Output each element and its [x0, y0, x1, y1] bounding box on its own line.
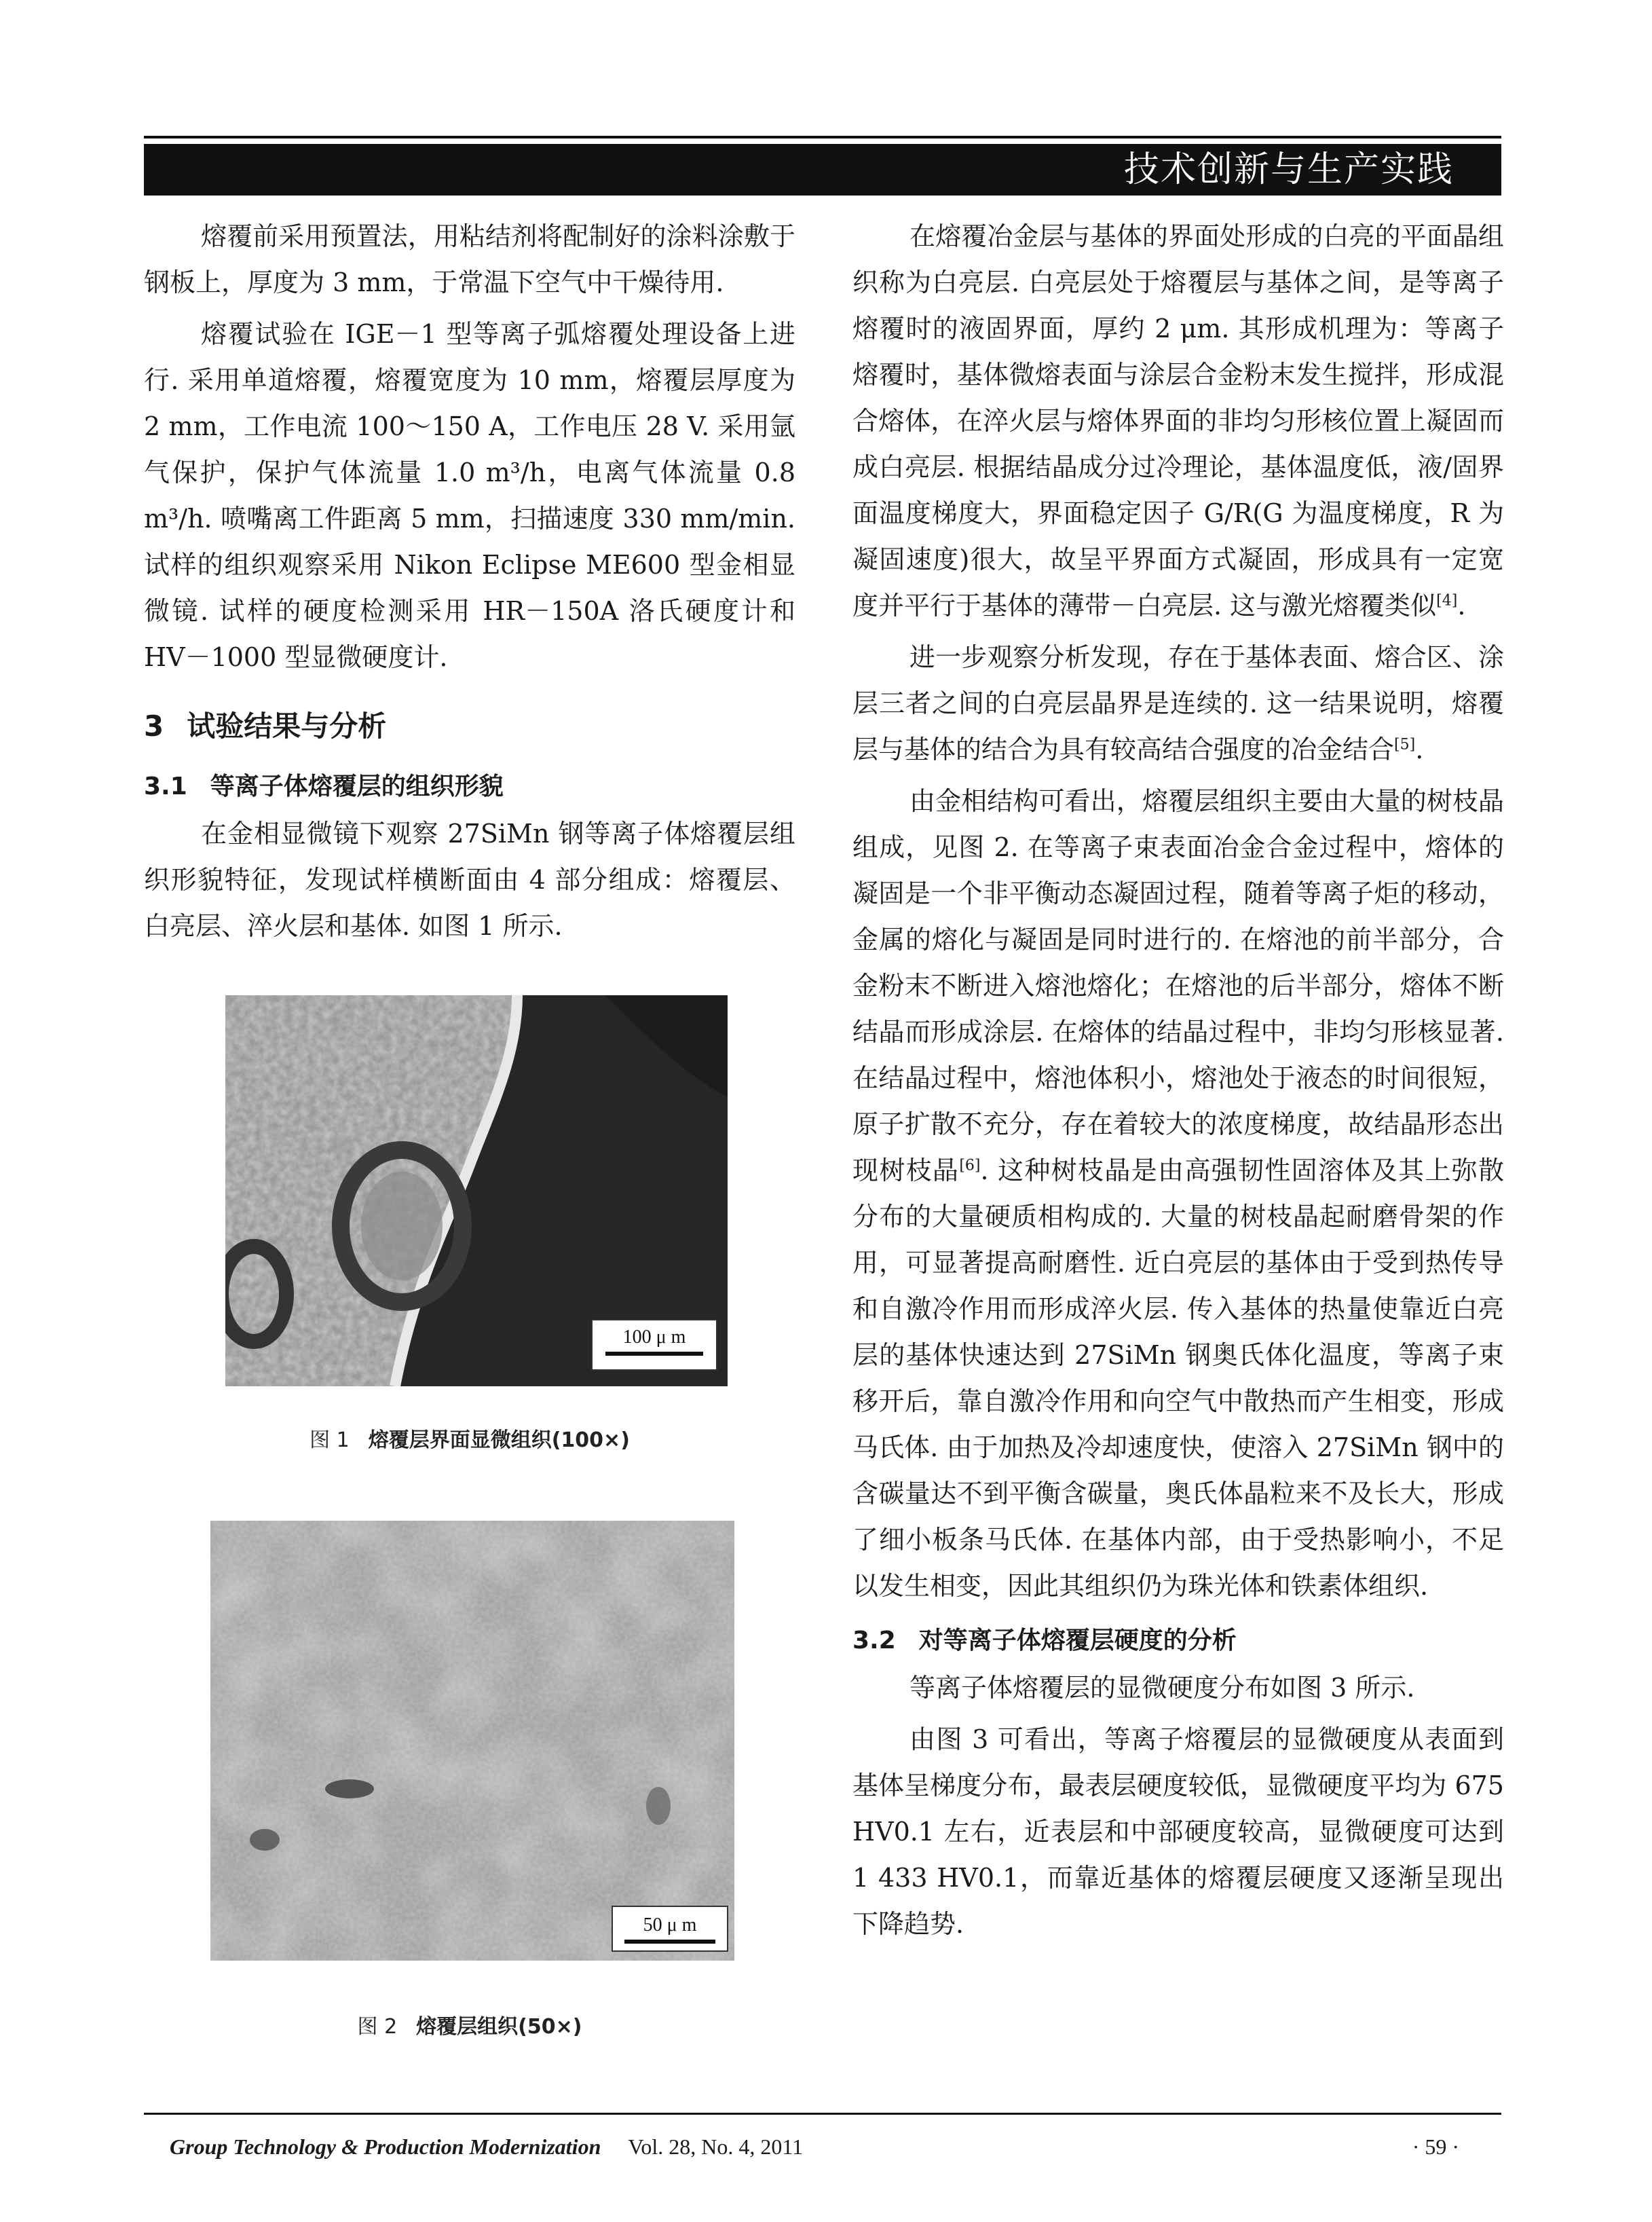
journal-issue: Vol. 28, No. 4, 2011: [628, 2134, 804, 2159]
scale-bar-label: 50 μ m: [643, 1914, 697, 1936]
subsection-title: 对等离子体熔覆层硬度的分析: [918, 1627, 1237, 1654]
figure-1-caption: [144, 1423, 795, 1453]
paragraph-text: 由金相结构可看出，熔覆层组织主要由大量的树枝晶组成，见图 2. 在等离子束表面冶金合金过程中，熔体的凝固是一个非平衡动态凝固过程，随着等离子炬的移动，金属的熔化与凝固是同时进行的. 在熔池的前半部分，合金粉末不断进入熔池熔化；在熔池的后半部分，熔体不断结晶而形成涂层. 在熔体的结晶过程中，非均匀形核显著. 在结晶过程中，熔池体积小，熔池处于液态的时间很短，原子扩散不充分，存在着较大的浓度梯度，故结晶形态出现树枝晶: [852, 786, 1504, 1185]
figure-2-caption: [144, 2010, 795, 2039]
citation: [6]: [959, 1157, 981, 1174]
paragraph: 由图 3 可看出，等离子熔覆层的显微硬度从表面到基体呈梯度分布，最表层硬度较低，显微硬度平均为 675 HV0.1 左右，近表层和中部硬度较高，显微硬度可达到 1 433 HV0.1，而靠近基体的熔覆层硬度又逐渐呈现出下降趋势.: [852, 1724, 1504, 1939]
paragraph: 熔覆前采用预置法，用粘结剂将配制好的涂料涂敷于钢板上，厚度为 3 mm，于常温下空气中干燥待用.: [144, 221, 795, 297]
section-number: 3: [144, 709, 164, 743]
paragraph: 在熔覆冶金层与基体的界面处形成的白亮的平面晶组织称为白亮层. 白亮层处于熔覆层与基体之间，是等离子熔覆时的液固界面，厚约 2 μm. 其形成机理为：等离子熔覆时，基体微熔表面与涂层合金粉末发生搅拌，形成混合熔体，在淬火层与熔体界面的非均匀形核位置上凝固而成白亮层. 根据结晶成分过冷理论，基体温度低，液/固界面温度梯度大，界面稳定因子 G/R(G 为温度梯度，R 为凝固速度)很大，故呈平界面方式凝固，形成具有一定宽度并平行于基体的薄带－白亮层. 这与激光熔覆类似[4].: [852, 221, 1504, 621]
footer-rule: [144, 2113, 1501, 2115]
subsection-heading: [144, 767, 795, 807]
subsection-title: 等离子体熔覆层的组织形貌: [210, 773, 504, 800]
paragraph: 熔覆试验在 IGE－1 型等离子弧熔覆处理设备上进行. 采用单道熔覆，熔覆宽度为 10 mm，熔覆层厚度为 2 mm，工作电流 100～150 A，工作电压 28 V. 采用氩气保护，保护气体流量 1.0 m³/h，电离气体流量 0.8 m³/h. 喷嘴离工件距离 5 mm，扫描速度 330 mm/min. 试样的组织观察采用 Nikon Eclipse ME600 型金相显微镜. 试样的硬度检测采用 HR－150A 洛氏硬度计和 HV－1000 型显微硬度计.: [144, 319, 795, 672]
scale-bar-label: 100 μ m: [622, 1327, 686, 1348]
citation: [5]: [1394, 736, 1416, 754]
paragraph: 在金相显微镜下观察 27SiMn 钢等离子体熔覆层组织形貌特征，发现试样横断面由 4 部分组成：熔覆层、白亮层、淬火层和基体. 如图 1 所示.: [144, 819, 795, 941]
left-column: [144, 213, 795, 955]
section-title: 试验结果与分析: [187, 709, 387, 743]
paragraph: 进一步观察分析发现，存在于基体表面、熔合区、涂层三者之间的白亮层晶界是连续的. 这一结果说明，熔覆层与基体的结合为具有较高结合强度的冶金结合[5].: [852, 642, 1504, 764]
header-rule: [144, 136, 1501, 138]
citation: [4]: [1436, 592, 1458, 610]
subsection-heading: [852, 1621, 1504, 1661]
figure-label: 图 2: [357, 2015, 398, 2039]
figure-caption-text: 熔覆层界面显微组织(100×): [368, 1428, 630, 1452]
paragraph: [852, 778, 1504, 1609]
right-column: [852, 213, 1504, 1952]
micrograph-image: [225, 995, 728, 1386]
journal-name: Group Technology & Production Modernization: [170, 2134, 601, 2159]
micrograph-image: [210, 1521, 734, 1961]
figure-1-micrograph: [225, 995, 728, 1386]
paragraph-text: 进一步观察分析发现，存在于基体表面、熔合区、涂层三者之间的白亮层晶界是连续的. 这一结果说明，熔覆层与基体的结合为具有较高结合强度的冶金结合: [852, 642, 1504, 764]
figure-label: 图 1: [309, 1428, 350, 1452]
page-number: · 59 ·: [1412, 2134, 1459, 2159]
section-heading: [144, 706, 795, 747]
figure-2-micrograph: [210, 1521, 734, 1961]
paragraph: 等离子体熔覆层的显微硬度分布如图 3 所示.: [909, 1673, 1415, 1703]
section-banner: 技术创新与生产实践: [144, 144, 1501, 196]
paragraph-text: . 这种树枝晶是由高强韧性固溶体及其上弥散分布的大量硬质相构成的. 大量的树枝晶起耐磨骨架的作用，可显著提高耐磨性. 近白亮层的基体由于受到热传导和自激冷作用而形成淬火层. 传入基体的热量使靠近白亮层的基体快速达到 27SiMn 钢奥氏体化温度，等离子束移开后，靠自激冷作用和向空气中散热而产生相变，形成马氏体. 由于加热及冷却速度快，使溶入 27SiMn 钢中的含碳量达不到平衡含碳量，奥氏体晶粒来不及长大，形成了细小板条马氏体. 在基体内部，由于受热影响小，不足以发生相变，因此其组织仍为珠光体和铁素体组织.: [852, 1155, 1504, 1601]
subsection-number: 3.1: [144, 773, 187, 800]
subsection-number: 3.2: [852, 1627, 896, 1654]
paragraph-text: 在熔覆冶金层与基体的界面处形成的白亮的平面晶组织称为白亮层. 白亮层处于熔覆层与基体之间，是等离子熔覆时的液固界面，厚约 2 μm. 其形成机理为：等离子熔覆时，基体微熔表面与涂层合金粉末发生搅拌，形成混合熔体，在淬火层与熔体界面的非均匀形核位置上凝固而成白亮层. 根据结晶成分过冷理论，基体温度低，液/固界面温度梯度大，界面稳定因子 G/R(G 为温度梯度，R 为凝固速度)很大，故呈平界面方式凝固，形成具有一定宽度并平行于基体的薄带－白亮层. 这与激光熔覆类似: [852, 221, 1504, 621]
page-footer: [170, 2126, 1500, 2167]
figure-caption-text: 熔覆层组织(50×): [416, 2015, 582, 2039]
